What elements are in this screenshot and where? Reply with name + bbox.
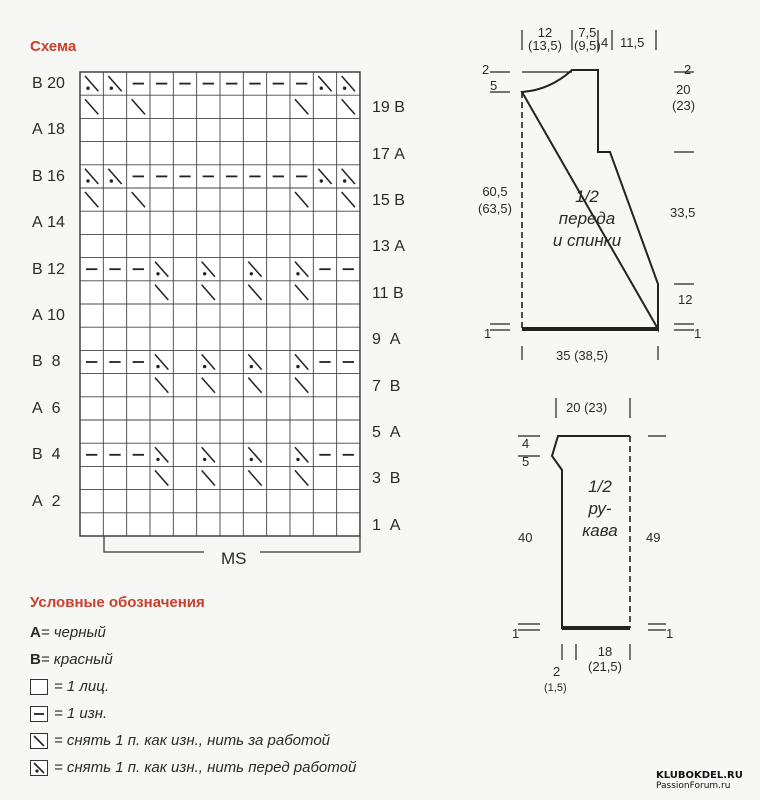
- body-right-a: 2: [684, 62, 692, 77]
- slip-yarn-back-icon: [30, 733, 48, 749]
- slip-front-dot: [320, 179, 323, 182]
- row-label-right: 15 В: [371, 192, 405, 209]
- slip-front-dot: [86, 179, 89, 182]
- legend-item-slip-front: = снять 1 п. как изн., нить перед работой: [30, 759, 356, 776]
- sleeve-bottom-left-alt: (1,5): [544, 682, 567, 694]
- body-left-a: 2: [482, 62, 490, 77]
- slip-front-dot: [343, 87, 346, 90]
- slip-front-dot: [250, 458, 253, 461]
- row-label-right: 11 В: [371, 284, 404, 302]
- row-label-right: 1 А: [371, 516, 401, 534]
- body-hem-left: 1: [484, 326, 492, 341]
- sleeve-left-height: 40: [518, 530, 533, 545]
- row-label-left: В 4: [32, 446, 61, 464]
- ms-label: MS: [221, 549, 247, 568]
- row-label-left: В 12: [32, 260, 65, 278]
- sleeve-hem-left: 1: [512, 626, 520, 641]
- row-label-left: А 6: [32, 399, 61, 417]
- chart-grid: [80, 72, 360, 536]
- slip-front-dot: [156, 272, 159, 275]
- body-cuff: 12: [678, 292, 693, 307]
- body-side: 33,5: [670, 205, 696, 220]
- slip-front-dot: [250, 272, 253, 275]
- row-label-left: В 8: [32, 353, 61, 371]
- sleeve-left-b: 5: [522, 454, 530, 469]
- row-label-right: 19 В: [371, 99, 405, 117]
- body-right-b: 20: [676, 82, 691, 97]
- row-label-right: 7 В: [371, 377, 401, 395]
- sleeve-right-height: 49: [646, 530, 661, 545]
- row-label-left: А 14: [32, 214, 65, 232]
- row-label-right: 3 В: [371, 470, 401, 488]
- slip-front-dot: [250, 365, 253, 368]
- slip-front-dot: [110, 87, 113, 90]
- legend-item-slip-back: = снять 1 п. как изн., нить за работой: [30, 732, 330, 749]
- body-caption: 1/2 переда и спинки: [552, 187, 622, 250]
- body-left-b: 5: [490, 78, 498, 93]
- slip-front-dot: [203, 458, 206, 461]
- slip-front-dot: [296, 272, 299, 275]
- scheme-title: Схема: [30, 38, 77, 55]
- body-dim-a: 12 (13,5): [528, 25, 562, 53]
- sleeve-top-width: 20 (23): [566, 400, 608, 415]
- row-label-right: 9 А: [371, 331, 401, 349]
- purl-stitch-icon: [30, 706, 48, 722]
- body-dim-b: 7,5 (9,5): [574, 25, 601, 53]
- sleeve-bottom-width: 18 (21,5): [588, 644, 622, 674]
- slip-front-dot: [296, 458, 299, 461]
- row-label-left: А 2: [32, 492, 61, 510]
- sleeve-hem-right: 1: [666, 626, 674, 641]
- body-height: 60,5 (63,5): [478, 184, 512, 216]
- slip-yarn-front-icon: [30, 760, 48, 776]
- body-dim-c: 4: [601, 35, 609, 50]
- slip-front-dot: [203, 272, 206, 275]
- slip-front-dot: [343, 179, 346, 182]
- slip-front-dot: [203, 365, 206, 368]
- row-label-left: А 18: [32, 121, 65, 139]
- sleeve-bottom-left: 2: [553, 664, 561, 679]
- slip-front-dot: [296, 365, 299, 368]
- slip-front-dot: [156, 365, 159, 368]
- row-label-left: А 10: [32, 307, 65, 324]
- row-label-left: В 20: [32, 75, 65, 92]
- legend-item-purl: = 1 изн.: [30, 705, 107, 722]
- row-label-right: 5 А: [371, 424, 401, 441]
- legend-title: Условные обозначения: [30, 594, 205, 611]
- legend-item-knit: = 1 лиц.: [30, 678, 109, 695]
- legend-item-a: А = черный: [30, 624, 106, 641]
- slip-front-dot: [86, 87, 89, 90]
- legend-item-b: В = красный: [30, 651, 113, 668]
- row-label-right: 13 А: [371, 238, 405, 256]
- body-hem-right: 1: [694, 326, 702, 341]
- watermark: KLUBOKDEL.RU PassionForum.ru: [656, 770, 743, 791]
- slip-front-dot: [156, 458, 159, 461]
- sleeve-left-a: 4: [522, 436, 530, 451]
- sleeve-caption: 1/2 ру- кава: [582, 477, 618, 540]
- knit-stitch-icon: [30, 679, 48, 695]
- body-right-c: (23): [672, 98, 696, 113]
- slip-front-dot: [110, 179, 113, 182]
- slip-front-dot: [320, 87, 323, 90]
- body-width: 35 (38,5): [556, 348, 609, 363]
- row-label-left: В 16: [32, 167, 65, 185]
- row-label-right: 17 А: [371, 145, 405, 163]
- body-dim-d: 11,5: [620, 35, 645, 50]
